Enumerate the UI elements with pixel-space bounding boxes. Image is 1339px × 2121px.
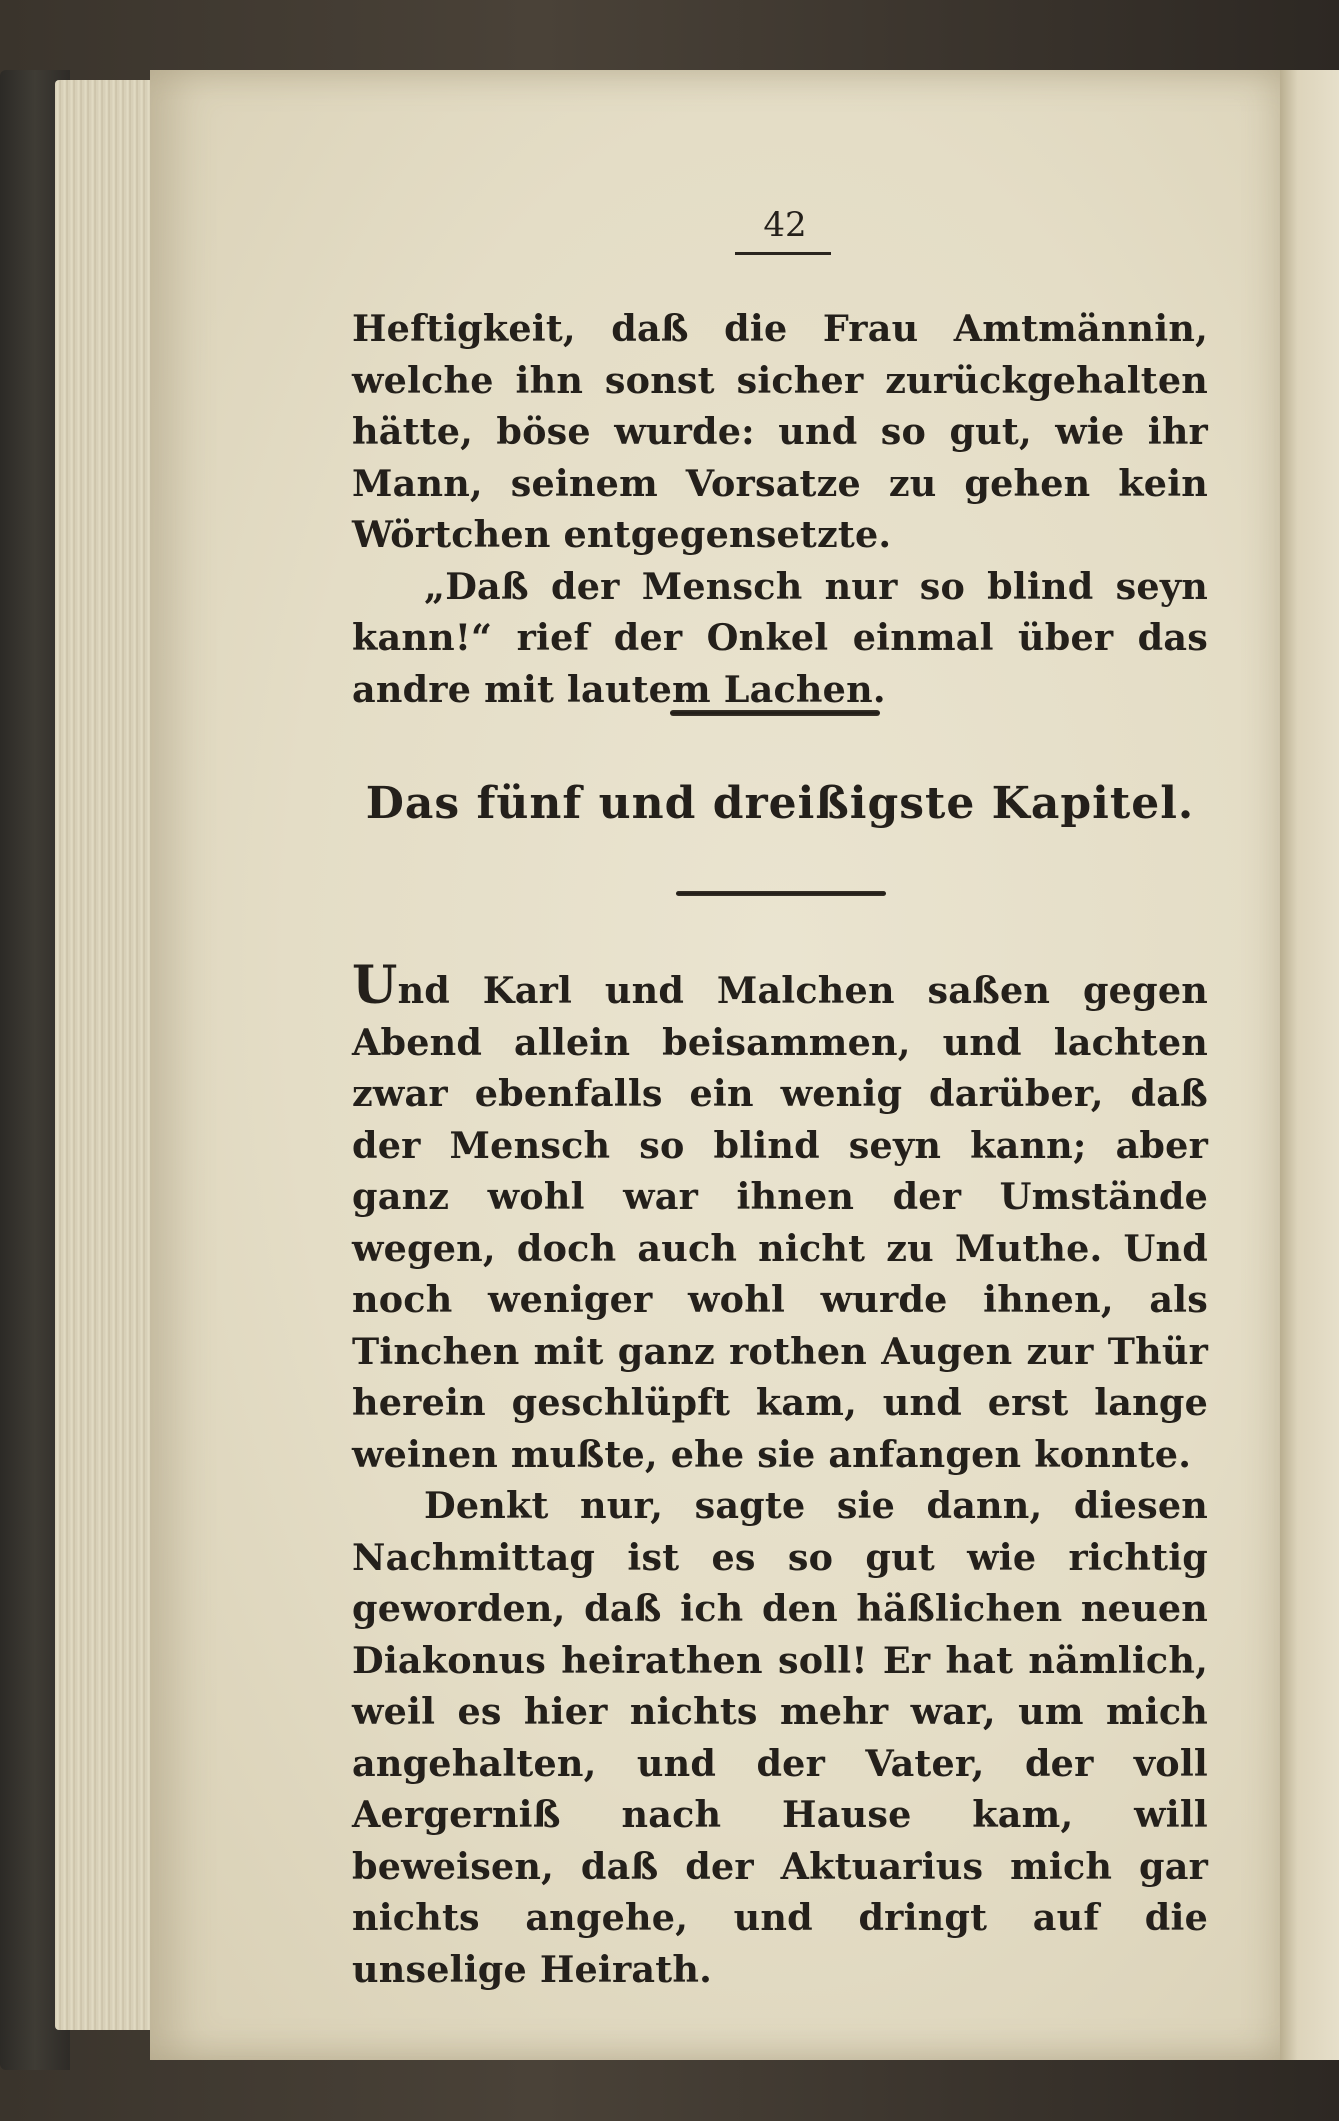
- page-number: 42: [763, 205, 807, 245]
- section-rule-top: [670, 710, 880, 716]
- page-number-underline: [735, 252, 831, 255]
- section-rule-bottom: [676, 891, 886, 896]
- chapter-paragraph-2: Denkt nur, sagte sie dann, diesen Nachmittag ist es so gut wie richtig geworden, daß ich den häßlichen neuen Diakonus heirathen soll! Er hat nämlich, weil es hier nichts mehr war, um mich angehalten, und der Vater, der voll Aergerniß nach Hause kam, will beweisen, daß der Aktuarius mich gar nichts angehe, und dringt auf die unselige Heirath.: [352, 1484, 1208, 1991]
- continued-paragraph: Heftigkeit, daß die Frau Amtmännin, welche ihn sonst sicher zurückgehalten hätte, böse wurde: und so gut, wie ihr Mann, seinem Vorsatze zu gehen kein Wörtchen entgegensetzte.: [352, 307, 1208, 556]
- chapter-paragraph-1-text: nd Karl und Malchen saßen gegen Abend allein beisammen, und lachten zwar ebenfalls ein wenig darüber, daß der Mensch so blind seyn kann; aber ganz wohl war ihnen der Umstände wegen, doch auch nicht zu Muthe. Und noch weniger wohl wurde ihnen, als Tinchen mit ganz rothen Augen zur Thür herein geschlüpft kam, und erst lange weinen mußte, ehe sie anfangen konnte.: [352, 969, 1208, 1476]
- facing-page-edge: [1280, 70, 1339, 2060]
- chapter-paragraph-1: [352, 955, 1208, 1480]
- page-edges: [55, 80, 165, 2030]
- initial-letter: U: [352, 955, 398, 1016]
- chapter-heading: Das fünf und dreißigste Kapitel.: [365, 778, 1195, 829]
- continued-text-block: [352, 303, 1208, 715]
- quote-paragraph: „Daß der Mensch nur so blind seyn kann!“ rief der Onkel einmal über das andre mit lautem Lachen.: [352, 564, 1208, 711]
- chapter-text-block: [352, 955, 1208, 1995]
